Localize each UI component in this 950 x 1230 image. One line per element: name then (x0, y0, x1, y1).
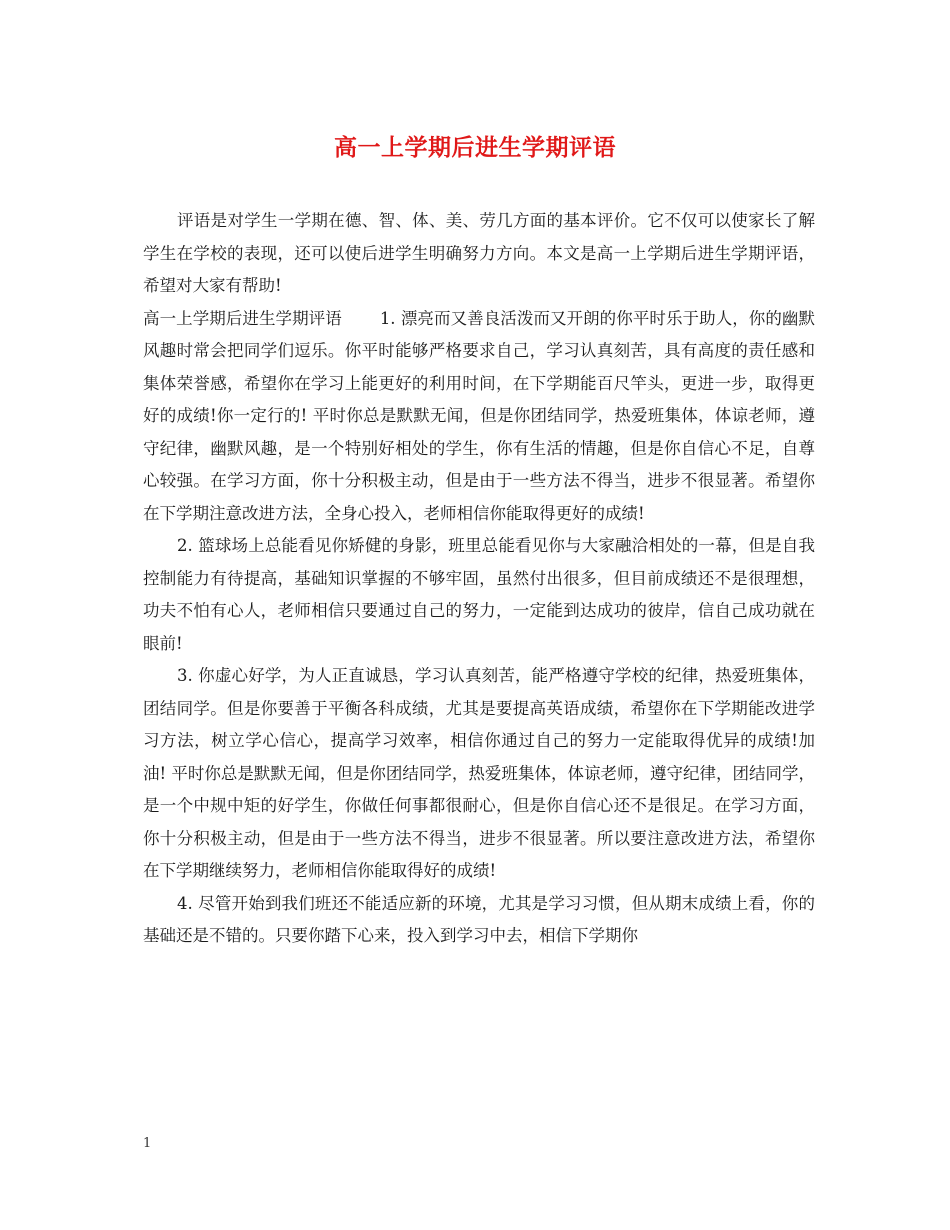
comment-paragraph-2: 2. 篮球场上总能看见你矫健的身影，班里总能看见你与大家融洽相处的一幕，但是自我控制能力有待提高，基础知识掌握的不够牢固，虽然付出很多，但目前成绩还不是很理想，功夫不怕有心人，老师相信只要通过自己的努力，一定能到达成功的彼岸，信自己成功就在眼前! (143, 536, 815, 653)
intro-paragraph: 评语是对学生一学期在德、智、体、美、劳几方面的基本评价。它不仅可以使家长了解学生在学校的表现，还可以使后进学生明确努力方向。本文是高一上学期后进生学期评语，希望对大家有帮助! (143, 211, 815, 295)
comment-paragraph-1 (143, 303, 815, 531)
document-title: 高一上学期后进生学期评语 (334, 134, 616, 161)
comment-paragraph-3: 3. 你虚心好学，为人正直诚恳，学习认真刻苦，能严格遵守学校的纪律，热爱班集体，团结同学。但是你要善于平衡各科成绩，尤其是要提高英语成绩，希望你在下学期能改进学习方法，树立学心信心，提高学习效率，相信你通过自己的努力一定能取得优异的成绩!加油! 平时你总是默默无闻，但是你团结同学，热爱班集体，体谅老师，遵守纪律，团结同学，是一个中规中矩的好学生，你做任何事都很耐心，但是你自信心还不是很足。在学习方面，你十分积极主动，但是由于一些方法不得当，进步不很显著。所以要注意改进方法，希望你在下学期继续努力，老师相信你能取得好的成绩! (143, 666, 815, 880)
comment-1-text: 1. 漂亮而又善良活泼而又开朗的你平时乐于助人，你的幽默风趣时常会把同学们逗乐。你平时能够严格要求自己，学习认真刻苦，具有高度的责任感和集体荣誉感，希望你在学习上能更好的利用时间，在下学期能百尺竿头，更进一步，取得更好的成绩!你一定行的! 平时你总是默默无闻，但是你团结同学，热爱班集体，体谅老师，遵守纪律，幽默风趣，是一个特别好相处的学生，你有生活的情趣，但是你自信心不足，自尊心较强。在学习方面，你十分积极主动，但是由于一些方法不得当，进步不很显著。希望你在下学期注意改进方法，全身心投入，老师相信你能取得更好的成绩! (143, 308, 815, 523)
page-number: 1 (143, 1136, 152, 1151)
section-heading: 高一上学期后进生学期评语 (143, 308, 342, 328)
document-body (143, 205, 815, 953)
comment-paragraph-4: 4. 尽管开始到我们班还不能适应新的环境，尤其是学习习惯，但从期末成绩上看，你的基础还是不错的。只要你踏下心来，投入到学习中去，相信下学期你 (143, 893, 815, 945)
